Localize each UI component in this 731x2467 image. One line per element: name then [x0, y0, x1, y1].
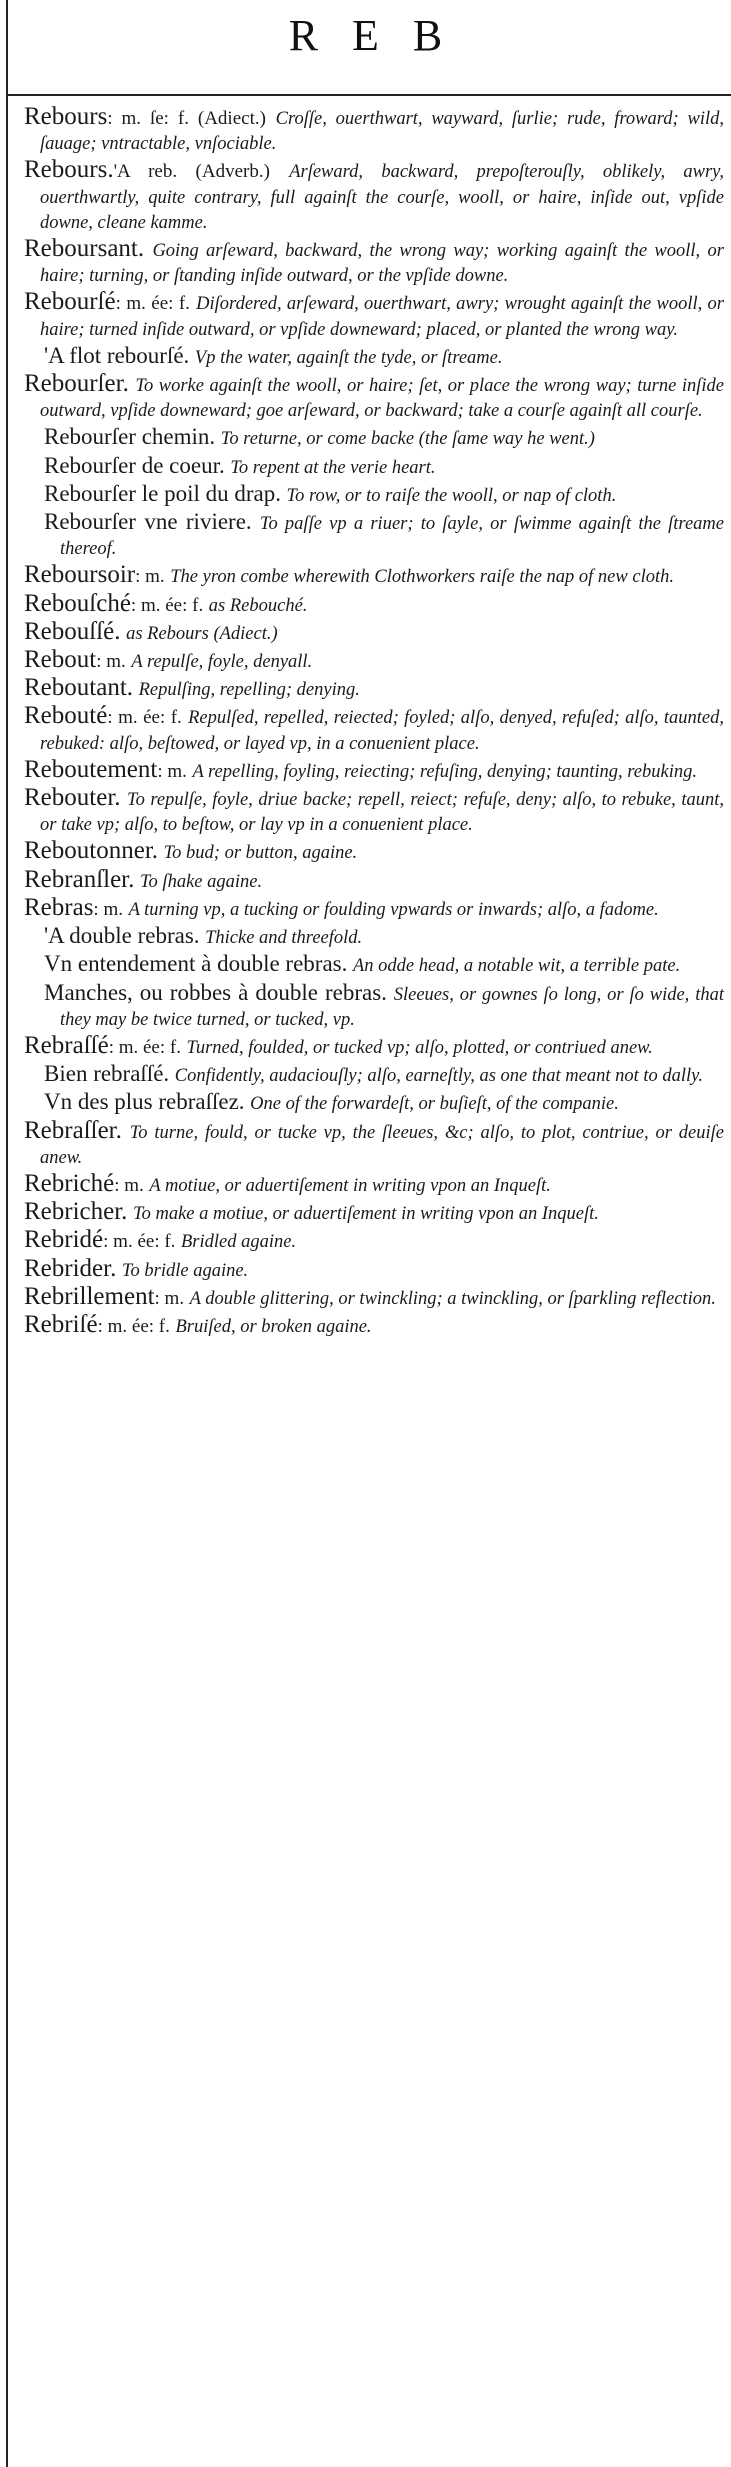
definition: Sleeues, or gownes ſo long, or ſo wide, that they may be twice turned, or tucked, vp.: [60, 984, 724, 1030]
dictionary-entry: [24, 289, 724, 342]
headword: Rebourſer chemin.: [44, 424, 216, 450]
grammar-label: : m.: [114, 1174, 144, 1196]
grammar-label: : m. ée: f.: [108, 1036, 181, 1058]
definition: A repulſe, foyle, denyall.: [131, 652, 313, 673]
dictionary-entry: [24, 1312, 724, 1340]
dictionary-entry: [24, 1256, 724, 1284]
definition: A repelling, foyling, reiecting; refuſing, denying; taunting, rebuking.: [192, 761, 697, 782]
sub-entry: [24, 424, 724, 452]
grammar-label: : m. ée: f.: [107, 707, 182, 729]
dictionary-entry: [24, 1171, 724, 1199]
headword: Rebraſſé: [24, 1031, 109, 1059]
definition: Going arſeward, backward, the wrong way; working againſt the wooll, or haire; turning, or ſtanding inſide outward, or the vpſide downe.: [40, 241, 724, 287]
headword: Vn entendement à double rebras.: [44, 951, 348, 977]
dictionary-entry: [24, 675, 724, 703]
headword: Reboutonner.: [24, 837, 159, 865]
sub-entry: [24, 343, 724, 371]
definition: A motiue, or aduertiſement in writing vpon an Inqueſt.: [149, 1175, 551, 1196]
headword: Rebourſé: [24, 288, 116, 316]
definition: Bruiſed, or broken againe.: [175, 1316, 372, 1337]
headword: Rebours: [24, 103, 108, 130]
grammar-label: : m. ée: f.: [103, 1231, 176, 1253]
grammar-label: : m.: [96, 651, 126, 673]
definition: Repulſed, repelled, reiected; foyled; alſo, denyed, refuſed; alſo, taunted, rebuked: alſo, beſtowed, or layed vp, in a conuenient place.: [40, 708, 724, 754]
headword: Rebricher.: [24, 1198, 128, 1226]
definition: One of the forwardeſt, or buſieſt, of the companie.: [250, 1094, 619, 1115]
running-head: REB: [288, 11, 477, 60]
headword: Rebourſer.: [24, 370, 129, 398]
definition: Arſeward, backward, prepoſterouſly, oblikely, awry, ouerthwartly, quite contrary, full againſt the courſe, wooll, or haire, inſide out, vpſide downe, cleane kamme.: [40, 162, 724, 233]
definition: To worke againſt the wooll, or haire; ſet, or place the wrong way; turne inſide outward, vpſide downeward; goe arſeward, or backward; take a courſe againſt all courſe.: [40, 376, 724, 422]
grammar-label: : m.: [157, 760, 187, 782]
dictionary-entry: [24, 371, 724, 424]
headword: Manches, ou robbes à double rebras.: [44, 979, 387, 1005]
definition: To turne, fould, or tucke vp, the ſleeues, &c; alſo, to plot, contriue, or deuiſe anew.: [40, 1122, 724, 1168]
dictionary-entry: [24, 647, 724, 675]
definition: as Rebouché.: [208, 595, 308, 616]
definition: To returne, or come backe (the ſame way he went.): [220, 429, 595, 450]
definition: Confidently, audaciouſly; alſo, earneſtly, as one that meant not to dally.: [174, 1066, 703, 1087]
definition: A double glittering, or twinckling; a twinckling, or ſparkling reflection.: [189, 1288, 716, 1309]
grammar-label: : m. ſe: f. (Adiect.): [107, 108, 266, 129]
grammar-label: : m. ée: f.: [115, 293, 190, 315]
headword: Reboutement: [24, 755, 158, 783]
dictionary-entry: [24, 562, 724, 590]
headword: Rebourſer vne riviere.: [44, 509, 252, 535]
sub-entry: [24, 951, 724, 979]
headword: Rebourſer le poil du drap.: [44, 480, 281, 506]
definition: To bud; or button, againe.: [163, 843, 358, 864]
dictionary-entry: [24, 757, 724, 785]
grammar-label: : m. ée: f.: [97, 1315, 170, 1337]
headword: Reboursant.: [24, 235, 145, 263]
headword: Rebourſer de coeur.: [44, 452, 225, 478]
dictionary-entry: [24, 591, 724, 619]
headword: Rebrillement: [24, 1282, 155, 1310]
sub-entry: [24, 980, 724, 1033]
definition: To bridle againe.: [121, 1260, 249, 1281]
headword: Rebranſler.: [24, 865, 135, 893]
dictionary-entries: [24, 104, 724, 1340]
headword: Rebouter.: [24, 784, 121, 812]
definition: To make a motiue, or aduertiſement in writing vpon an Inqueſt.: [133, 1204, 599, 1225]
sub-entry: [24, 923, 724, 951]
headword: Rebours.: [24, 156, 114, 184]
definition: Repulſing, repelling; denying.: [138, 680, 360, 701]
dictionary-entry: [24, 703, 724, 756]
headword: Vn des plus rebraſſez.: [44, 1089, 245, 1115]
headword: 'A double rebras.: [44, 923, 200, 949]
definition: To repent at the verie heart.: [230, 457, 436, 478]
dictionary-entry: [24, 104, 724, 157]
grammar-label: 'A reb. (Adverb.): [113, 161, 270, 183]
dictionary-entry: [24, 1033, 724, 1061]
dictionary-entry: [24, 838, 724, 866]
definition: Vp the water, againſt the tyde, or ſtreame.: [194, 347, 503, 368]
headword: Rebouſché: [24, 589, 131, 617]
dictionary-entry: [24, 1118, 724, 1171]
definition: To paſſe vp a riuer; to ſayle, or ſwimme againſt the ſtreame thereof.: [60, 514, 724, 560]
definition: The yron combe wherewith Clothworkers raiſe the nap of new cloth.: [170, 567, 674, 588]
definition: To repulſe, foyle, driue backe; repell, reiect; refuſe, deny; alſo, to rebuke, taunt, or take vp; alſo, to beſtow, or lay vp in a conuenient place.: [40, 790, 724, 836]
dictionary-entry: [24, 1284, 724, 1312]
dictionary-entry: [24, 236, 724, 289]
headword: Rebras: [24, 893, 94, 921]
definition: A turning vp, a tucking or foulding vpwards or inwards; alſo, a fadome.: [128, 899, 659, 920]
sub-entry: [24, 509, 724, 562]
definition: as Rebours (Adiect.): [126, 623, 278, 644]
definition: Turned, foulded, or tucked vp; alſo, plotted, or contriued anew.: [186, 1037, 653, 1058]
definition: To row, or to raiſe the wooll, or nap of cloth.: [286, 485, 617, 506]
headword: Reboutant.: [24, 674, 134, 702]
headword: Rebouſſé.: [24, 617, 121, 645]
dictionary-entry: [24, 157, 724, 236]
headword: Rebridé: [24, 1226, 104, 1254]
definition: Diſordered, arſeward, ouerthwart, awry; wrought againſt the wooll, or haire; turned inſide outward, or vpſide downeward; placed, or planted the wrong way.: [40, 294, 724, 340]
grammar-label: : m.: [154, 1287, 185, 1309]
grammar-label: : m.: [93, 898, 123, 920]
headword: Rebraſſer.: [24, 1116, 122, 1144]
definition: Croſſe, ouerthwart, wayward, ſurlie; rude, froward; wild, ſauage; vntractable, vnſociable.: [40, 109, 724, 155]
sub-entry: [24, 453, 724, 481]
dictionary-entry: [24, 785, 724, 838]
page-border: [6, 0, 8, 2467]
headword: Rebout: [24, 646, 97, 674]
dictionary-entry: [24, 867, 724, 895]
definition: Thicke and threefold.: [205, 928, 363, 949]
headword: Rebriché: [24, 1169, 115, 1197]
definition: To ſhake againe.: [139, 871, 263, 892]
sub-entry: [24, 481, 724, 509]
headword: 'A flot rebourſé.: [44, 342, 190, 368]
grammar-label: : m. ée: f.: [130, 594, 204, 616]
grammar-label: : m.: [135, 566, 165, 588]
dictionary-entry: [24, 895, 724, 923]
sub-entry: [24, 1089, 724, 1117]
headword: Reboursoir: [24, 561, 136, 589]
dictionary-entry: [24, 1199, 724, 1227]
header-rule: [8, 94, 731, 96]
headword: Bien rebraſſé.: [44, 1061, 170, 1087]
dictionary-entry: [24, 1227, 724, 1255]
headword: Rebrider.: [24, 1254, 117, 1282]
dictionary-entry: [24, 619, 724, 647]
headword: Rebouté: [24, 702, 108, 730]
definition: An odde head, a notable wit, a terrible pate.: [352, 956, 681, 977]
sub-entry: [24, 1061, 724, 1089]
headword: Rebriſé: [24, 1310, 98, 1338]
definition: Bridled againe.: [181, 1232, 297, 1253]
